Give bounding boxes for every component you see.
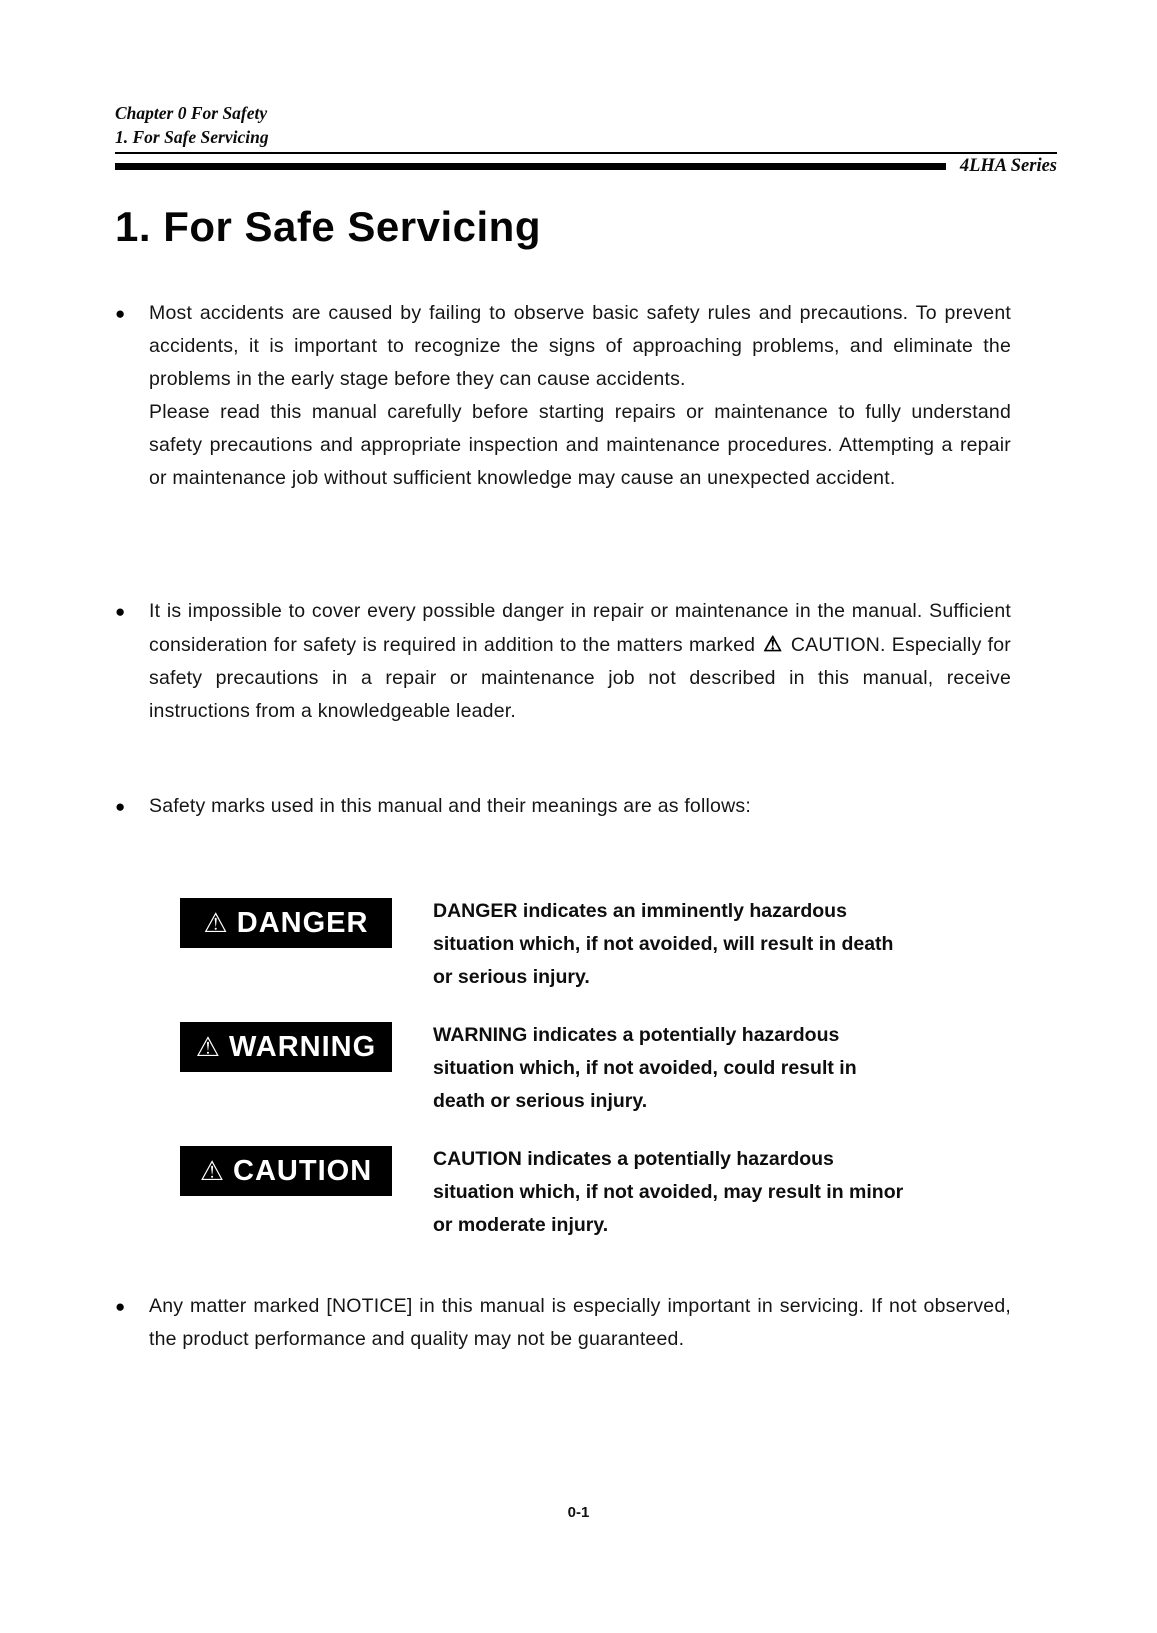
bullet-safety-marks bbox=[115, 790, 1057, 823]
warning-triangle-icon: ⚠ bbox=[763, 633, 783, 657]
body-content bbox=[115, 297, 1057, 1356]
bullet-icon: ● bbox=[115, 1297, 126, 1317]
danger-row bbox=[180, 895, 1057, 994]
bullet-accidents bbox=[115, 297, 1057, 495]
warning-label-box bbox=[180, 1022, 392, 1072]
bullet-safety-marks-text bbox=[149, 790, 1011, 823]
caution-description: CAUTION indicates a potentially hazardous situation which, if not avoided, may result in minor or moderate injury. bbox=[433, 1148, 904, 1237]
safety-marks-table bbox=[180, 895, 1057, 1242]
text-before-mark: It is impossible to cover every possible danger in repair or maintenance in the manual. Sufficient consideration for safety is required in addition to the matters marked bbox=[149, 600, 1011, 657]
page-header bbox=[115, 102, 1057, 177]
text-after-mark: Especially for safety precautions in a repair or maintenance job not described in this manual, receive instructions from a knowledgeable leader. bbox=[149, 634, 1011, 723]
bullet-impossible-text bbox=[149, 595, 1011, 728]
caution-label: CAUTION bbox=[233, 1154, 373, 1187]
warning-description: WARNING indicates a potentially hazardous situation which, if not avoided, could result in death or serious injury. bbox=[433, 1024, 857, 1113]
warning-label: WARNING bbox=[229, 1030, 377, 1063]
page-title: 1. For Safe Servicing bbox=[115, 203, 541, 251]
paragraph: Any matter marked [NOTICE] in this manual is especially important in servicing. If not observed, the product performance and quality may not be guaranteed. bbox=[149, 1295, 1011, 1351]
bullet-accidents-text bbox=[149, 297, 1011, 495]
warning-triangle-icon: ⚠ bbox=[199, 1155, 225, 1186]
series-label: 4LHA Series bbox=[959, 156, 1057, 177]
bullet-icon: ● bbox=[115, 797, 126, 817]
warning-triangle-icon: ⚠ bbox=[195, 1031, 221, 1062]
caution-label-box bbox=[180, 1146, 392, 1196]
page-number: 0-1 bbox=[567, 1504, 590, 1521]
warning-row bbox=[180, 1019, 1057, 1118]
paragraph: Safety marks used in this manual and their meanings are as follows: bbox=[149, 795, 751, 818]
bullet-impossible bbox=[115, 595, 1057, 728]
chapter-label: Chapter 0 For Safety bbox=[115, 103, 268, 123]
danger-label-box bbox=[180, 898, 392, 948]
bullet-icon: ● bbox=[115, 304, 126, 324]
bullet-notice bbox=[115, 1290, 1057, 1356]
danger-description: DANGER indicates an imminently hazardous situation which, if not avoided, will result in death or serious injury. bbox=[433, 900, 894, 989]
warning-triangle-icon: ⚠ bbox=[203, 907, 228, 938]
section-label: 1. For Safe Servicing bbox=[115, 126, 269, 147]
thin-rule bbox=[115, 152, 1057, 154]
danger-label: DANGER bbox=[236, 906, 369, 939]
paragraph bbox=[149, 595, 1011, 728]
paragraph: Most accidents are caused by failing to observe basic safety rules and precautions. To prevent accidents, it is important to recognize the signs of approaching problems, and eliminate the problems in the early stage before they can cause accidents. bbox=[149, 302, 1011, 391]
header-rule-row bbox=[115, 156, 1057, 177]
thick-rule bbox=[115, 163, 946, 170]
paragraph: Please read this manual carefully before starting repairs or maintenance to fully understand safety precautions and appropriate inspection and maintenance procedures. Attempting a repair or maintenance job without sufficient knowledge may cause an unexpected accident. bbox=[149, 401, 1011, 490]
bullet-icon: ● bbox=[115, 602, 126, 622]
bullet-notice-text bbox=[149, 1290, 1011, 1356]
caution-row bbox=[180, 1143, 1057, 1242]
inline-caution-label: CAUTION. bbox=[790, 634, 886, 657]
